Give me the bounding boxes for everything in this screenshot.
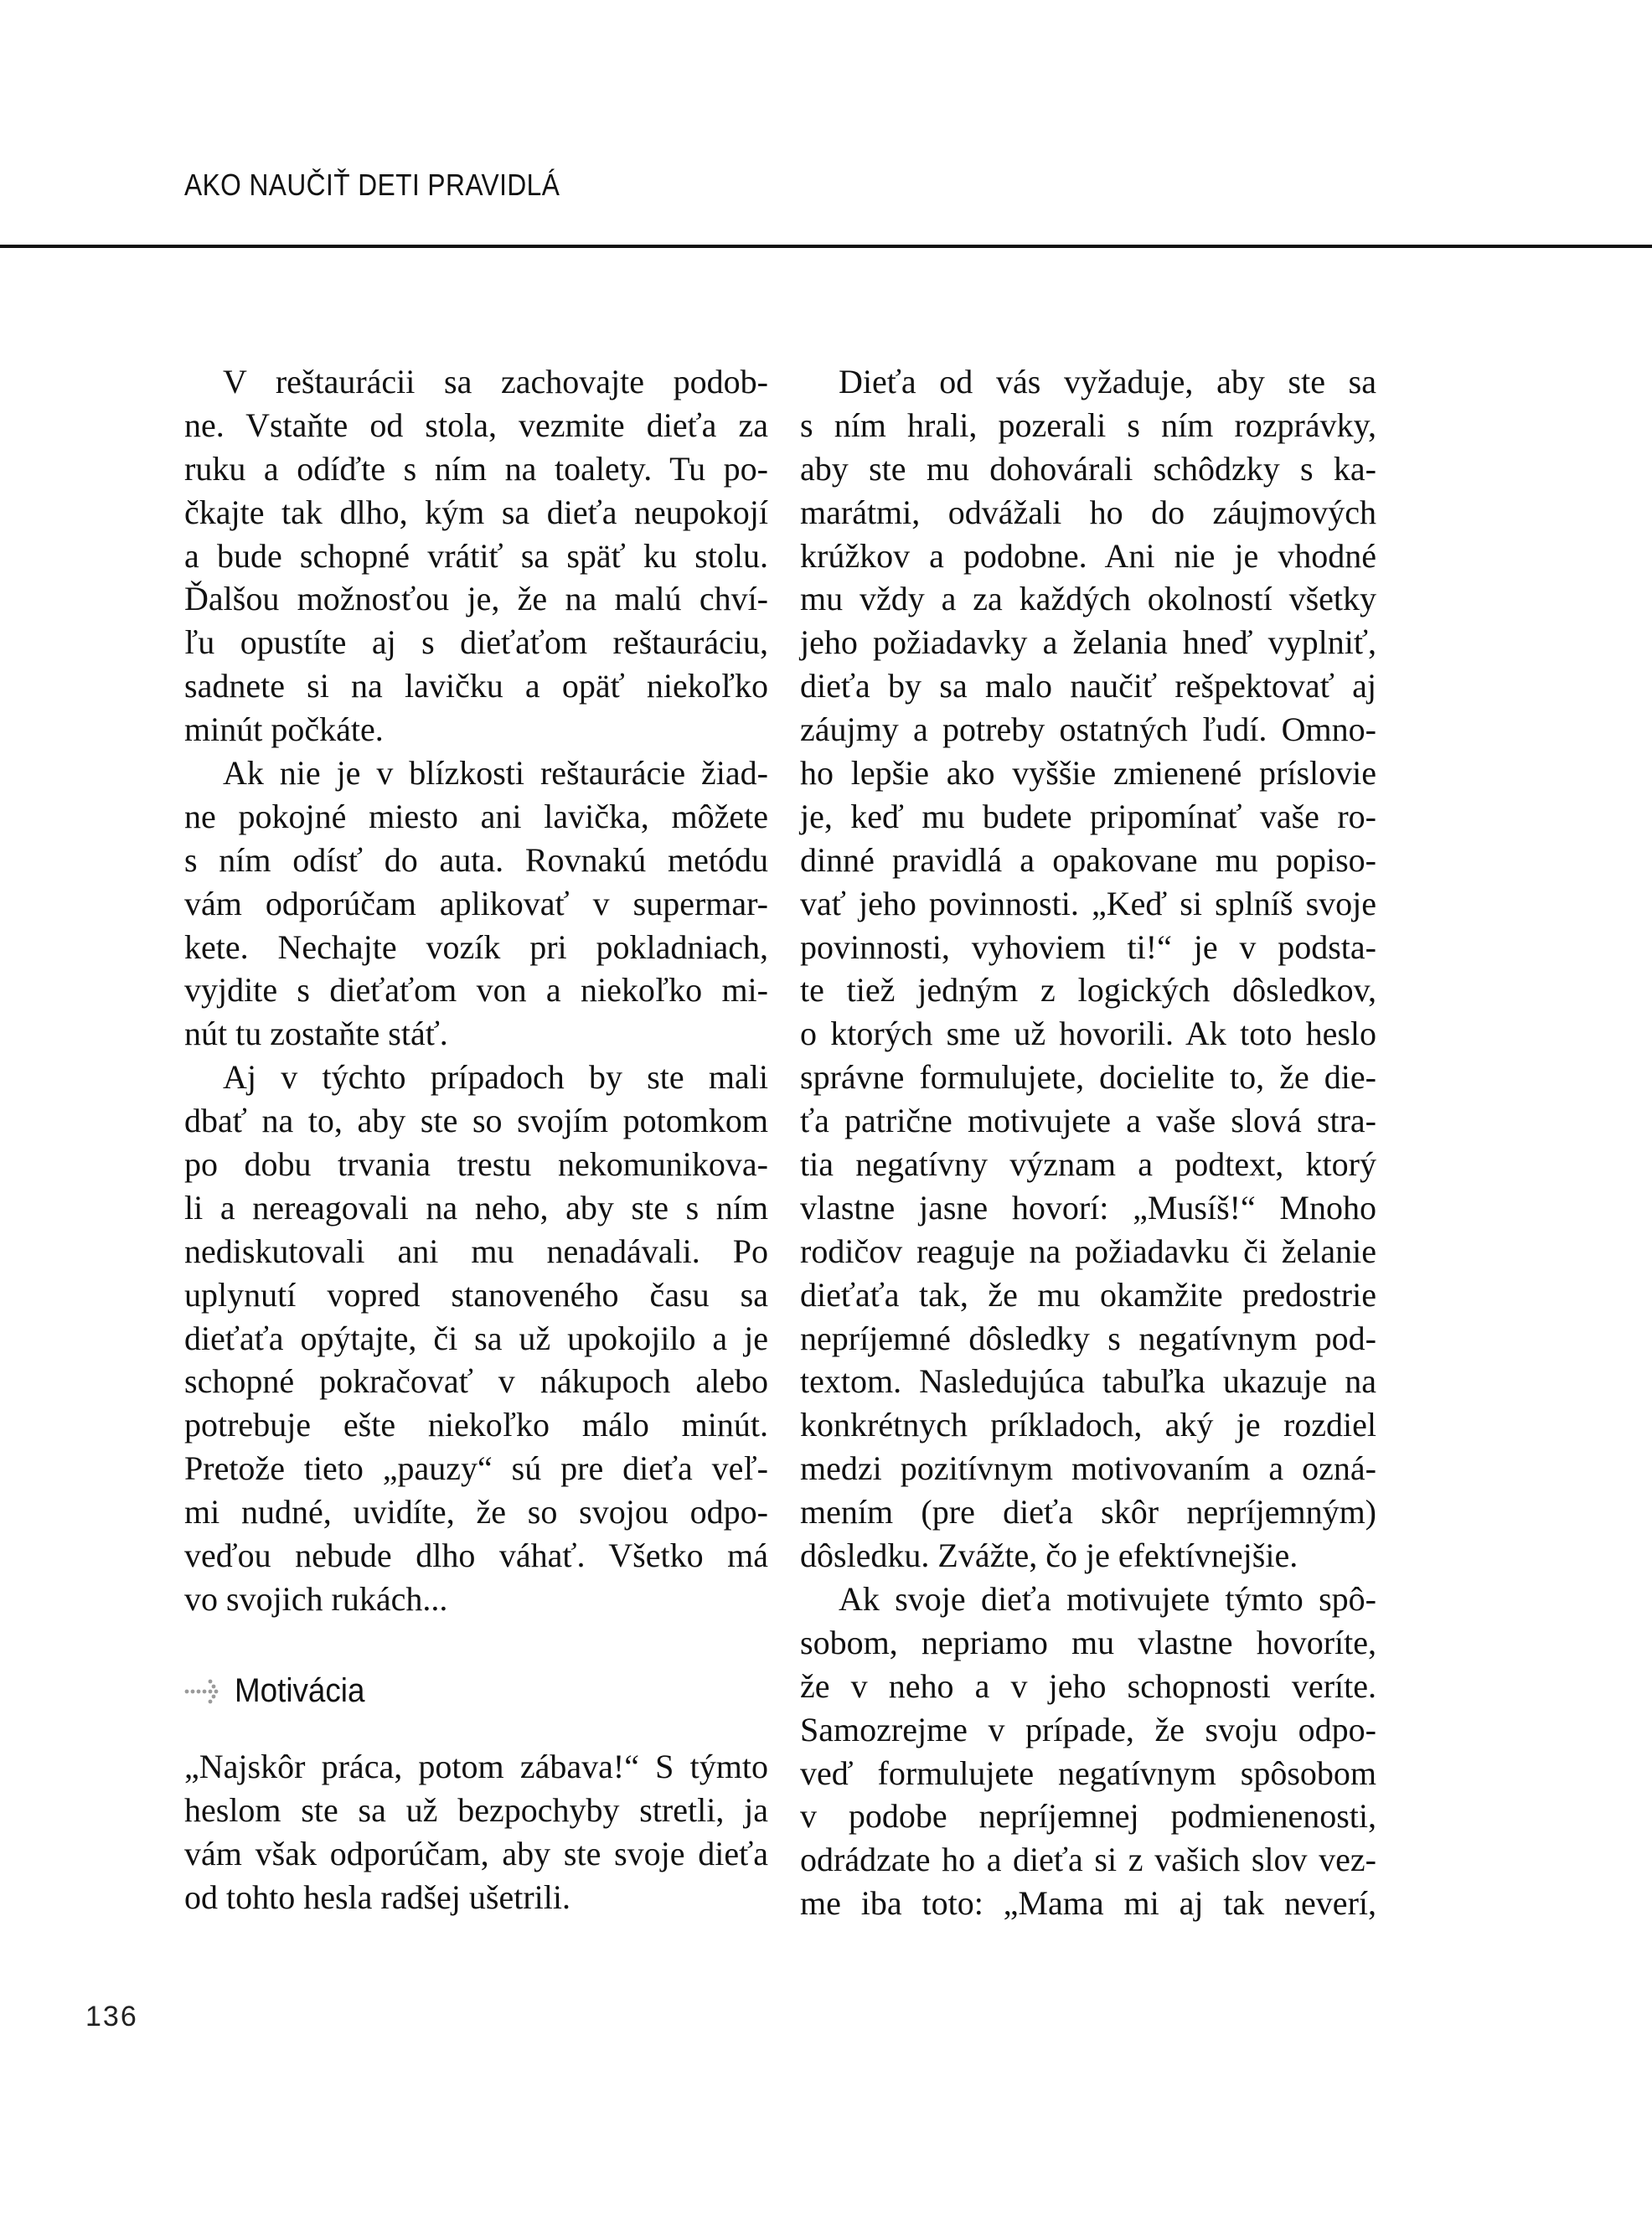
text-line: Dieťa od vás vyžaduje, aby ste sa xyxy=(839,363,1376,400)
paragraph xyxy=(184,1056,768,1621)
text-line: dinné pravidlá a opakovane mu popiso- xyxy=(800,840,1376,879)
text-line: mi nudné, uvidíte, že so svojou odpo- xyxy=(184,1493,768,1531)
paragraph xyxy=(184,1745,768,1919)
text-line: Aj v týchto prípadoch by ste mali xyxy=(223,1058,768,1097)
text-line: marátmi, odvážali ho do záujmových xyxy=(800,493,1376,531)
left-column xyxy=(184,360,768,1919)
text-line: Ak svoje dieťa motivujete týmto spô- xyxy=(839,1579,1376,1618)
page-number: 136 xyxy=(85,2001,138,2032)
text-line: krúžkov a podobne. Ani nie je vhodné xyxy=(800,536,1376,575)
text-line: s ním odísť do auta. Rovnakú metódu xyxy=(184,840,768,879)
text-line: medzi pozitívnym motivovaním a ozná- xyxy=(800,1449,1376,1488)
text-line: dieťaťa tak, že mu okamžite predostrie xyxy=(800,1275,1376,1314)
text-line: s ním hrali, pozerali s ním rozprávky, xyxy=(800,405,1376,444)
text-line: a bude schopné vrátiť sa späť ku stolu. xyxy=(184,536,768,575)
text-line: Ak nie je v blízkosti reštaurácie žiad- xyxy=(223,754,768,793)
text-line: rodičov reaguje na požiadavku či želanie xyxy=(800,1232,1376,1270)
paragraph xyxy=(184,360,768,751)
text-line: potrebuje ešte niekoľko málo minút. xyxy=(184,1406,768,1444)
text-line: ho lepšie ako vyššie zmienené príslovie xyxy=(800,754,1376,793)
text-line: ne. Vstaňte od stola, vezmite dieťa za xyxy=(184,405,768,444)
text-line: vlastne jasne hovorí: „Musíš!“ Mnoho xyxy=(800,1188,1376,1227)
text-line: povinnosti, vyhoviem ti!“ je v podsta- xyxy=(800,927,1376,966)
text-line: kete. Nechajte vozík pri pokladniach, xyxy=(184,927,768,966)
text-line: li a nereagovali na neho, aby ste s ním xyxy=(184,1188,768,1227)
text-line: aby ste mu dohovárali schôdzky s ka- xyxy=(800,449,1376,488)
text-line: veďou nebude dlho váhať. Všetko má xyxy=(184,1537,768,1575)
text-line: Pretože tieto „pauzy“ sú pre dieťa veľ- xyxy=(184,1449,768,1488)
text-line: jeho požiadavky a želania hneď vyplniť, xyxy=(800,623,1376,662)
text-line: čkajte tak dlho, kým sa dieťa neupokojí xyxy=(184,493,768,531)
text-line: vo svojich rukách... xyxy=(184,1579,448,1618)
text-line: textom. Nasledujúca tabuľka ukazuje na xyxy=(800,1362,1376,1401)
text-line: nút tu zostaňte stáť. xyxy=(184,1015,448,1053)
text-line: vám však odporúčam, aby ste svoje dieťa xyxy=(184,1834,768,1872)
text-line: záujmy a potreby ostatných ľudí. Omno- xyxy=(800,710,1376,749)
running-head-title: AKO NAUČIŤ DETI PRAVIDLÁ xyxy=(184,168,560,202)
text-line: sadnete si na lavičku a opäť niekoľko xyxy=(184,667,768,705)
text-line: heslom ste sa už bezpochyby stretli, ja xyxy=(184,1790,768,1829)
text-line: nediskutovali ani mu nenadávali. Po xyxy=(184,1232,768,1270)
text-line: dieťa by sa malo naučiť rešpektovať aj xyxy=(800,667,1376,705)
text-line: tia negatívny význam a podtext, ktorý xyxy=(800,1145,1376,1184)
text-line: mením (pre dieťa skôr nepríjemným) xyxy=(800,1493,1376,1531)
text-line: mu vždy a za každých okolností všetky xyxy=(800,580,1376,618)
text-line: ne pokojné miesto ani lavička, môžete xyxy=(184,797,768,835)
text-line: dbať na to, aby ste so svojím potomkom xyxy=(184,1102,768,1140)
text-line: ľu opustíte aj s dieťaťom reštauráciu, xyxy=(184,623,768,662)
text-line: schopné pokračovať v nákupoch alebo xyxy=(184,1362,768,1401)
section-heading xyxy=(184,1650,768,1733)
text-line: nepríjemné dôsledky s negatívnym pod- xyxy=(800,1319,1376,1357)
text-line: vám odporúčam aplikovať v supermar- xyxy=(184,884,768,922)
text-line: po dobu trvania trestu nekomunikova- xyxy=(184,1145,768,1184)
text-line: „Najskôr práca, potom zábava!“ S týmto xyxy=(184,1747,768,1785)
text-line: te tiež jedným z logických dôsledkov, xyxy=(800,971,1376,1010)
section-title: Motivácia xyxy=(235,1671,365,1709)
paragraph xyxy=(800,360,1376,1578)
text-line: vyjdite s dieťaťom von a niekoľko mi- xyxy=(184,971,768,1010)
paragraph xyxy=(800,1578,1376,1925)
text-line: V reštaurácii sa zachovajte podob- xyxy=(223,363,768,400)
text-line: minút počkáte. xyxy=(184,710,384,749)
right-column xyxy=(800,360,1376,1925)
paragraph xyxy=(184,751,768,1056)
text-line: dôsledku. Zvážte, čo je efektívnejšie. xyxy=(800,1537,1298,1575)
text-line: o ktorých sme už hovorili. Ak toto heslo xyxy=(800,1015,1376,1053)
header-rule xyxy=(0,245,1652,248)
text-line: od tohto hesla radšej ušetrili. xyxy=(184,1877,571,1916)
text-line: v podobe nepríjemnej podmienenosti, xyxy=(800,1797,1376,1836)
text-line: že v neho a v jeho schopnosti veríte. xyxy=(800,1666,1376,1705)
text-line: vať jeho povinnosti. „Keď si splníš svoje xyxy=(800,884,1376,922)
text-line: odrádzate ho a dieťa si z vašich slov vez- xyxy=(800,1841,1376,1879)
text-line: konkrétnych príkladoch, aký je rozdiel xyxy=(800,1406,1376,1444)
text-line: sobom, nepriamo mu vlastne hovoríte, xyxy=(800,1623,1376,1661)
text-line: je, keď mu budete pripomínať vaše ro- xyxy=(800,797,1376,835)
text-line: Ďalšou možnosťou je, že na malú chví- xyxy=(184,580,768,618)
text-line: ťa patrične motivujete a vaše slová stra- xyxy=(800,1102,1376,1140)
text-line: uplynutí vopred stanoveného času sa xyxy=(184,1275,768,1314)
dotted-arrow-icon xyxy=(184,1679,223,1704)
text-line: dieťaťa opýtajte, či sa už upokojilo a je xyxy=(184,1319,768,1357)
text-line: veď formulujete negatívnym spôsobom xyxy=(800,1753,1376,1792)
text-line: Samozrejme v prípade, že svoju odpo- xyxy=(800,1710,1376,1748)
text-line: me iba toto: „Mama mi aj tak neverí, xyxy=(800,1884,1376,1923)
text-line: správne formulujete, docielite to, že die- xyxy=(800,1058,1376,1097)
text-line: ruku a odíďte s ním na toalety. Tu po- xyxy=(184,449,768,488)
